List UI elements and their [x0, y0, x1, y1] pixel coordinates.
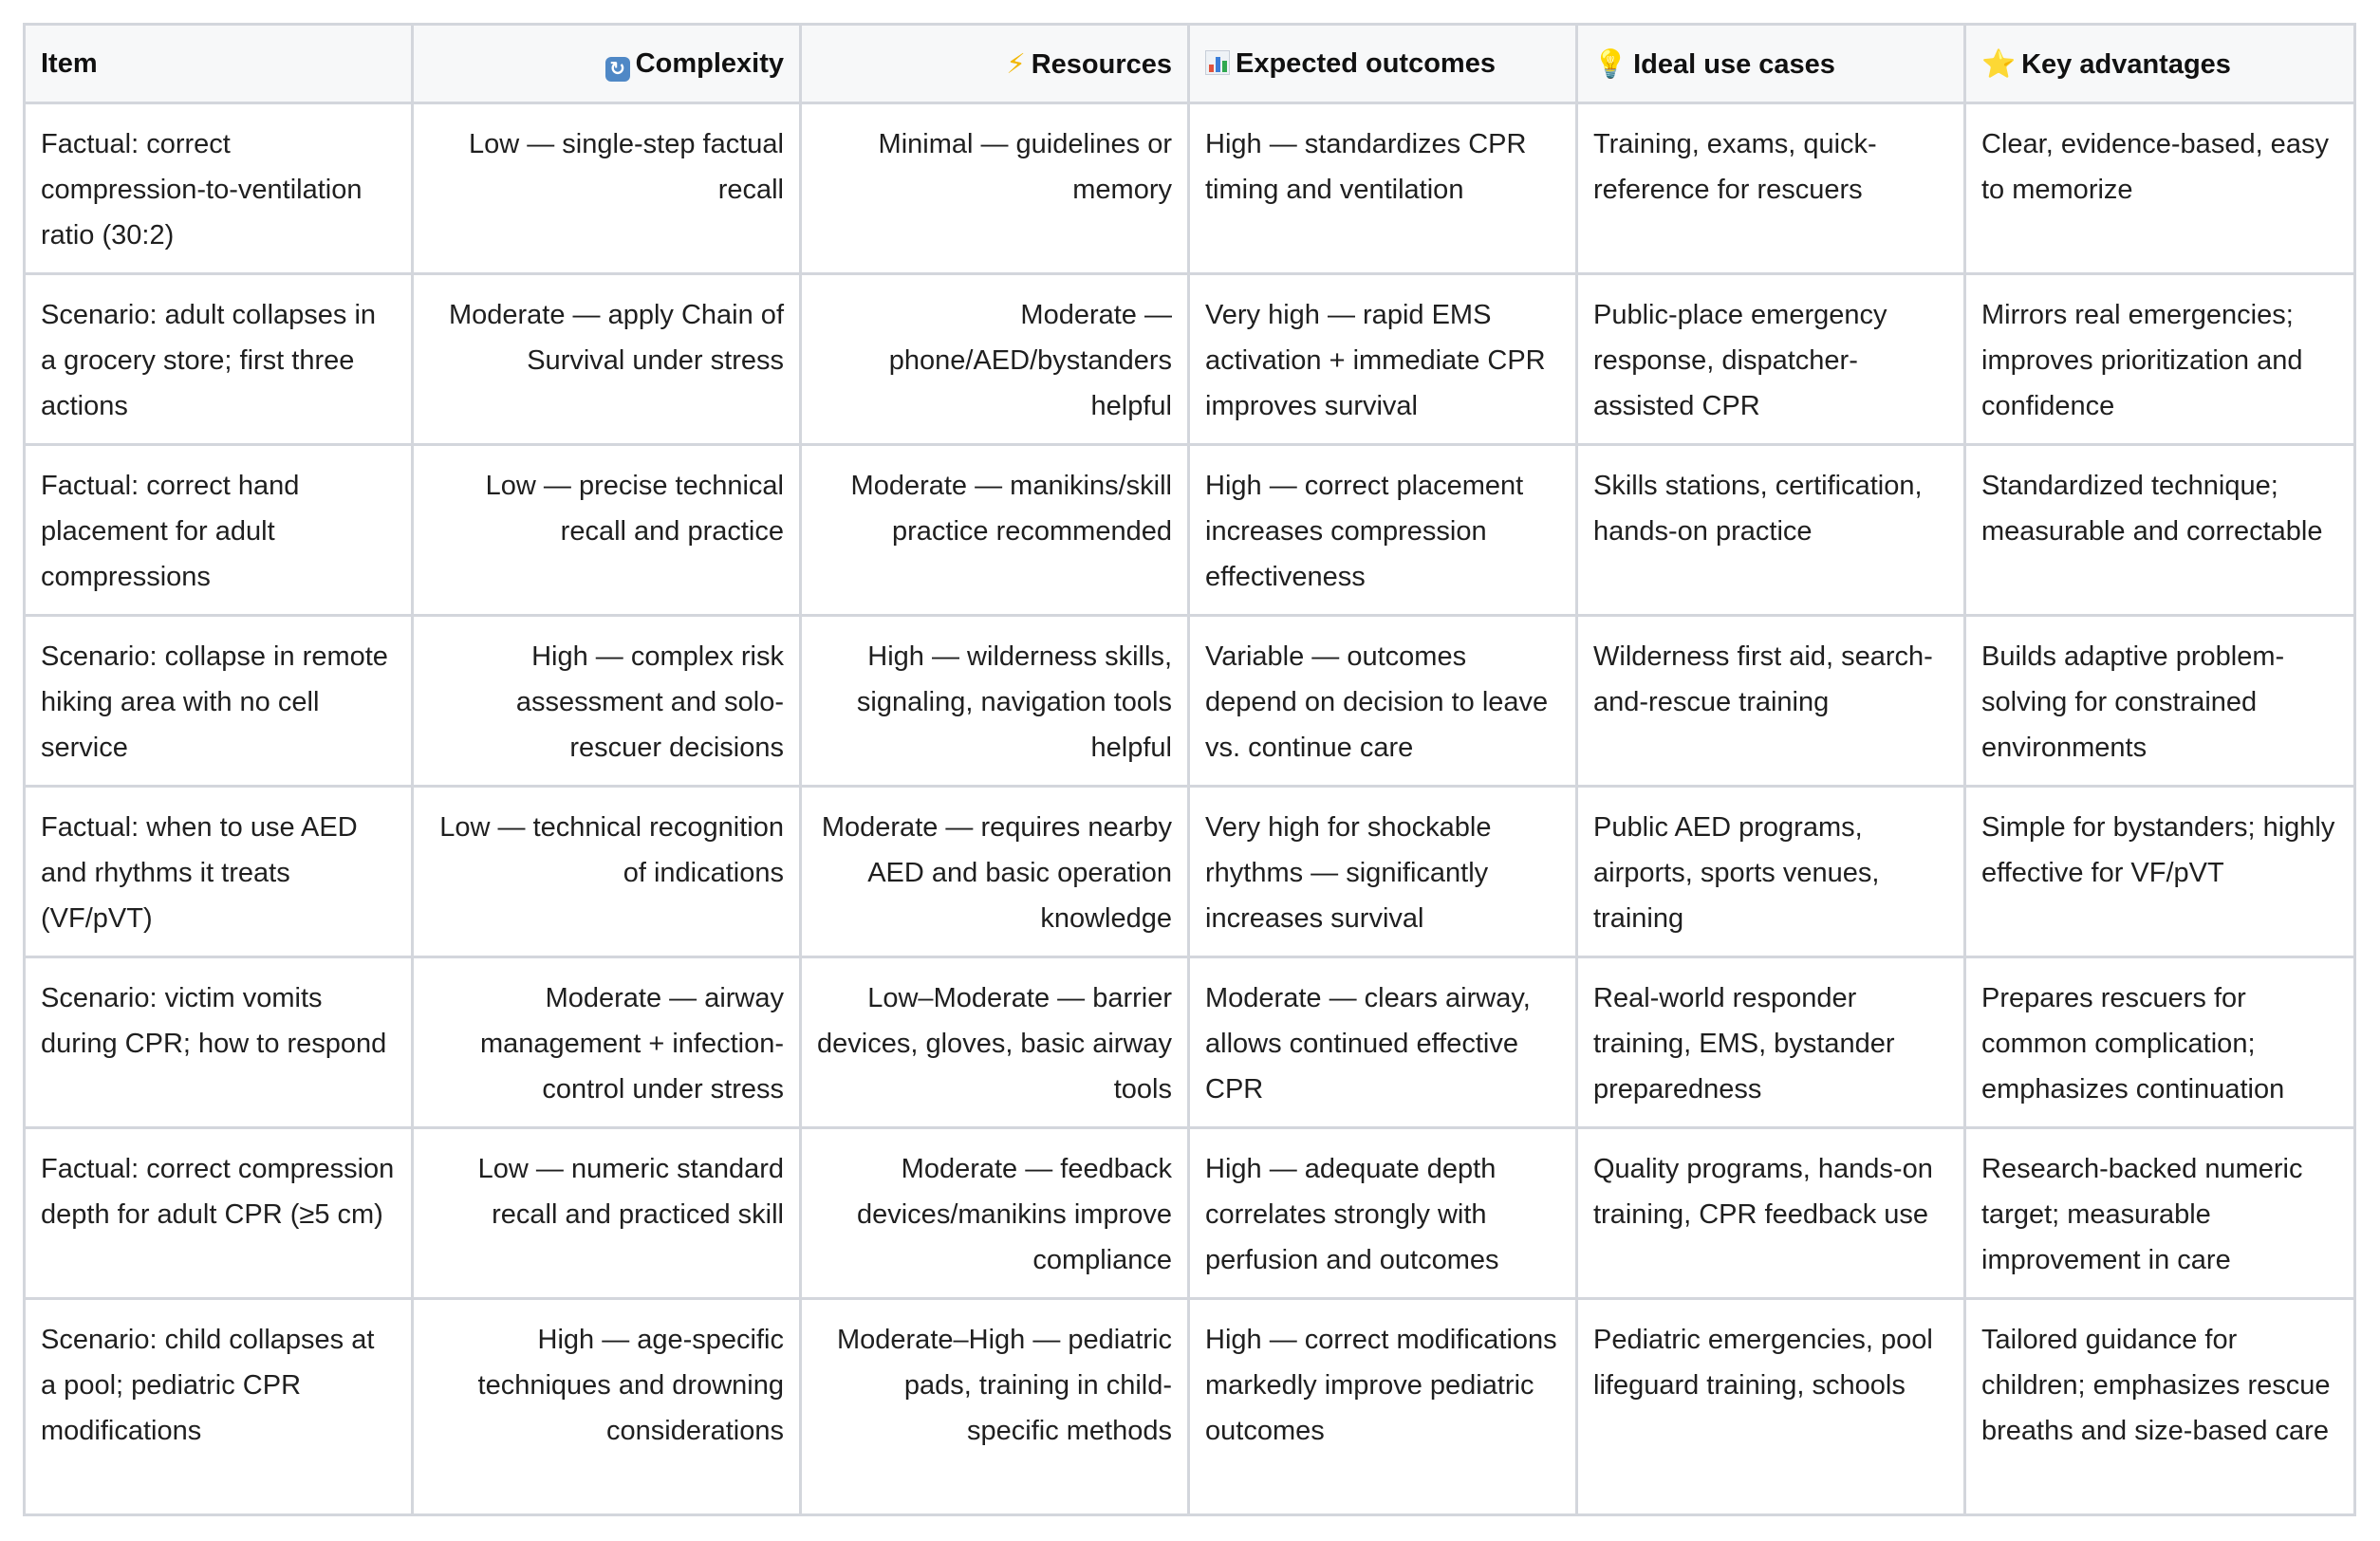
cell-item: Factual: when to use AED and rhythms it treats (VF/pVT) — [25, 787, 413, 957]
cell-key-advantages: Mirrors real emergencies; improves prioritization and confidence — [1965, 274, 2355, 445]
cell-expected-outcomes: High — correct placement increases compression effectiveness — [1189, 445, 1577, 616]
column-header-label: Resources — [1031, 48, 1172, 80]
refresh-icon: ↻ — [605, 57, 630, 82]
cell-expected-outcomes: High — correct modifications markedly improve pediatric outcomes — [1189, 1299, 1577, 1515]
column-header-expected-outcomes[interactable] — [1189, 25, 1577, 103]
column-header-complexity[interactable] — [413, 25, 801, 103]
table-row — [25, 616, 2355, 787]
table-row — [25, 445, 2355, 616]
cell-complexity: Moderate — apply Chain of Survival under stress — [413, 274, 801, 445]
bar-chart-icon — [1205, 50, 1230, 75]
column-header-resources[interactable] — [801, 25, 1189, 103]
cell-ideal-use-cases: Skills stations, certification, hands-on practice — [1577, 445, 1965, 616]
cell-expected-outcomes: Very high — rapid EMS activation + immediate CPR improves survival — [1189, 274, 1577, 445]
table-row — [25, 787, 2355, 957]
cell-resources: Moderate — manikins/skill practice recommended — [801, 445, 1189, 616]
table-row — [25, 274, 2355, 445]
table-row — [25, 1128, 2355, 1299]
cell-ideal-use-cases: Wilderness first aid, search-and-rescue training — [1577, 616, 1965, 787]
cell-key-advantages: Tailored guidance for children; emphasizes rescue breaths and size-based care — [1965, 1299, 2355, 1515]
table-row — [25, 103, 2355, 274]
lightbulb-icon: 💡 — [1593, 46, 1628, 80]
cell-resources: Low–Moderate — barrier devices, gloves, basic airway tools — [801, 957, 1189, 1128]
column-header-ideal-use-cases[interactable] — [1577, 25, 1965, 103]
star-icon: ⭐ — [1981, 46, 2017, 80]
cell-key-advantages: Standardized technique; measurable and correctable — [1965, 445, 2355, 616]
cell-complexity: Moderate — airway management + infection-control under stress — [413, 957, 801, 1128]
cell-complexity: Low — numeric standard recall and practiced skill — [413, 1128, 801, 1299]
cell-resources: Moderate — phone/AED/bystanders helpful — [801, 274, 1189, 445]
cell-key-advantages: Prepares rescuers for common complication; emphasizes continuation — [1965, 957, 2355, 1128]
cell-expected-outcomes: Variable — outcomes depend on decision to leave vs. continue care — [1189, 616, 1577, 787]
cell-item: Scenario: collapse in remote hiking area with no cell service — [25, 616, 413, 787]
cell-ideal-use-cases: Pediatric emergencies, pool lifeguard training, schools — [1577, 1299, 1965, 1515]
cell-complexity: Low — precise technical recall and practice — [413, 445, 801, 616]
column-header-item[interactable] — [25, 25, 413, 103]
cell-ideal-use-cases: Real-world responder training, EMS, bystander preparedness — [1577, 957, 1965, 1128]
table-row — [25, 1299, 2355, 1515]
comparison-table-container — [23, 23, 2353, 1516]
cell-expected-outcomes: High — standardizes CPR timing and ventilation — [1189, 103, 1577, 274]
lightning-icon: ⚡ — [1006, 46, 1026, 80]
cell-complexity: High — complex risk assessment and solo-rescuer decisions — [413, 616, 801, 787]
cell-item: Factual: correct compression-to-ventilation ratio (30:2) — [25, 103, 413, 274]
cell-complexity: High — age-specific techniques and drowning considerations — [413, 1299, 801, 1515]
cell-expected-outcomes: Very high for shockable rhythms — significantly increases survival — [1189, 787, 1577, 957]
column-header-key-advantages[interactable] — [1965, 25, 2355, 103]
column-header-label: Ideal use cases — [1633, 48, 1835, 80]
cell-complexity: Low — single-step factual recall — [413, 103, 801, 274]
cell-key-advantages: Builds adaptive problem-solving for constrained environments — [1965, 616, 2355, 787]
cell-ideal-use-cases: Training, exams, quick-reference for rescuers — [1577, 103, 1965, 274]
cell-resources: High — wilderness skills, signaling, navigation tools helpful — [801, 616, 1189, 787]
cell-item: Scenario: adult collapses in a grocery store; first three actions — [25, 274, 413, 445]
cell-resources: Moderate — feedback devices/manikins improve compliance — [801, 1128, 1189, 1299]
cell-resources: Moderate — requires nearby AED and basic operation knowledge — [801, 787, 1189, 957]
cell-ideal-use-cases: Quality programs, hands-on training, CPR feedback use — [1577, 1128, 1965, 1299]
table-row — [25, 957, 2355, 1128]
cell-key-advantages: Research-backed numeric target; measurable improvement in care — [1965, 1128, 2355, 1299]
cell-key-advantages: Clear, evidence-based, easy to memorize — [1965, 103, 2355, 274]
cell-item: Factual: correct hand placement for adult compressions — [25, 445, 413, 616]
cell-item: Scenario: victim vomits during CPR; how to respond — [25, 957, 413, 1128]
cell-key-advantages: Simple for bystanders; highly effective for VF/pVT — [1965, 787, 2355, 957]
cell-expected-outcomes: Moderate — clears airway, allows continued effective CPR — [1189, 957, 1577, 1128]
cell-resources: Moderate–High — pediatric pads, training in child-specific methods — [801, 1299, 1189, 1515]
cell-expected-outcomes: High — adequate depth correlates strongly with perfusion and outcomes — [1189, 1128, 1577, 1299]
column-header-label: Complexity — [635, 48, 784, 79]
cell-complexity: Low — technical recognition of indications — [413, 787, 801, 957]
column-header-label: Item — [41, 48, 98, 79]
cell-item: Scenario: child collapses at a pool; pediatric CPR modifications — [25, 1299, 413, 1515]
cell-item: Factual: correct compression depth for adult CPR (≥5 cm) — [25, 1128, 413, 1299]
column-header-label: Expected outcomes — [1236, 48, 1496, 79]
cell-resources: Minimal — guidelines or memory — [801, 103, 1189, 274]
comparison-table — [23, 23, 2356, 1516]
cell-ideal-use-cases: Public-place emergency response, dispatcher-assisted CPR — [1577, 274, 1965, 445]
table-header-row — [25, 25, 2355, 103]
cell-ideal-use-cases: Public AED programs, airports, sports venues, training — [1577, 787, 1965, 957]
column-header-label: Key advantages — [2021, 48, 2231, 80]
